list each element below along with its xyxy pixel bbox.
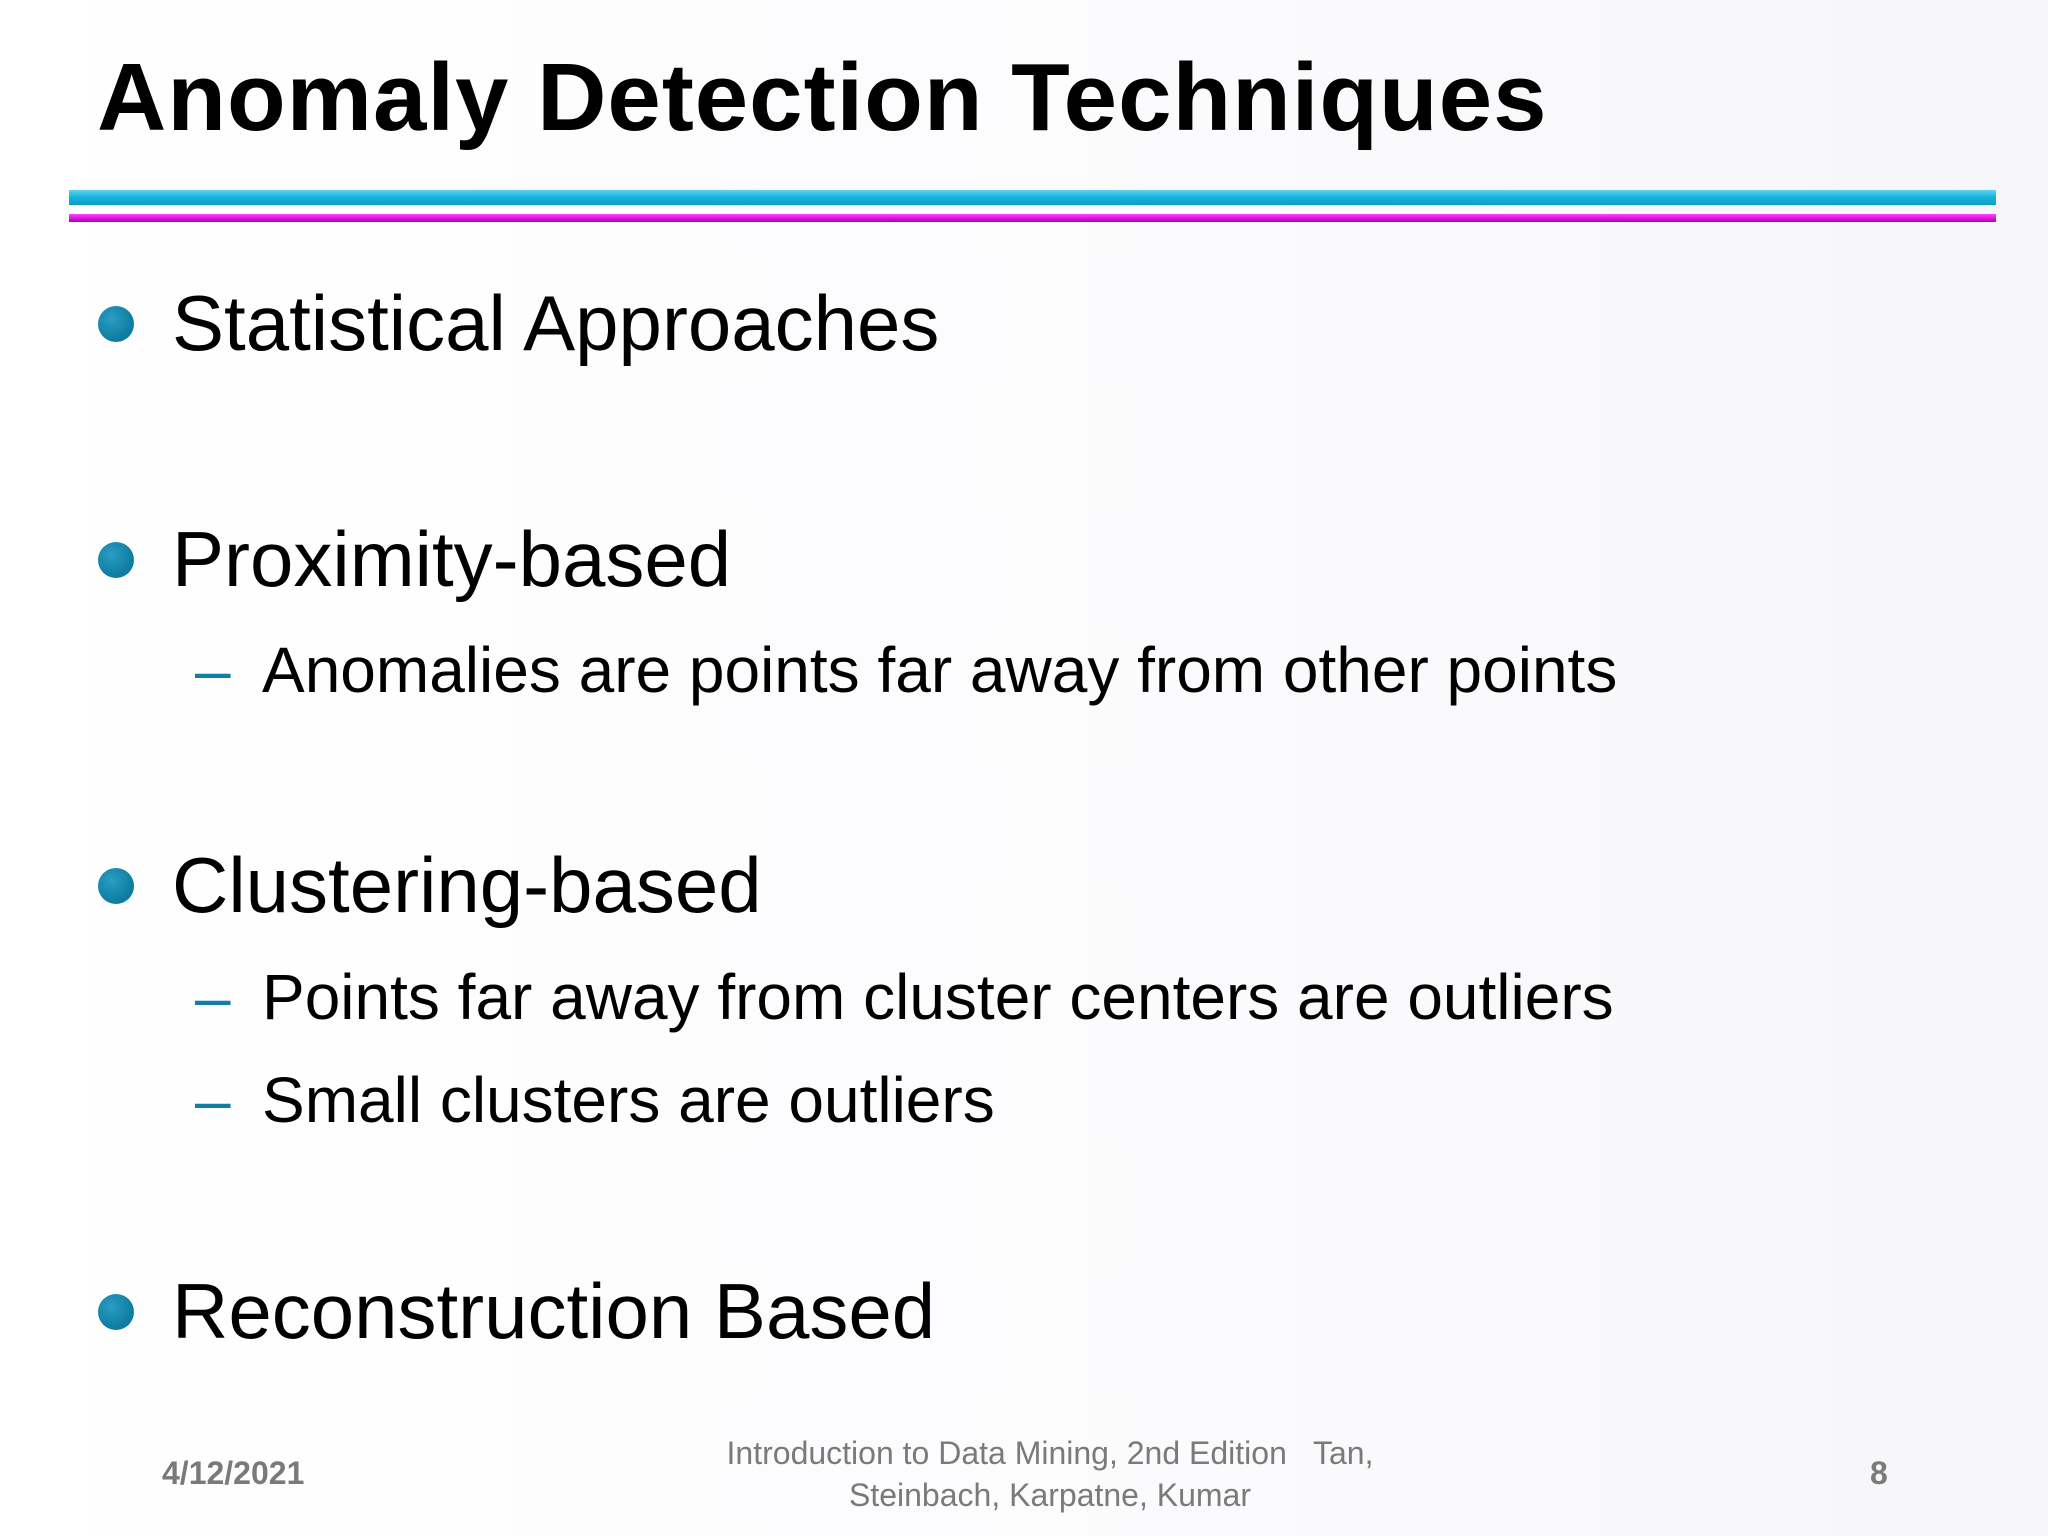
bullet-item-statistical: Statistical Approaches (172, 279, 940, 367)
bullet-icon (98, 1294, 134, 1330)
title-rule-magenta (69, 214, 1996, 222)
footer-source-line1: Introduction to Data Mining, 2nd Edition Tan, (726, 1435, 1374, 1471)
bullet-item-proximity: Proximity-based (172, 515, 732, 603)
bullet-icon (98, 868, 134, 904)
sub-item-clustering-1: Points far away from cluster centers are outliers (262, 961, 1614, 1033)
sub-item-proximity-1: Anomalies are points far away from other points (262, 634, 1618, 706)
slide-title: Anomaly Detection Techniques (97, 44, 1548, 151)
sub-bullet-dash: – (195, 1064, 231, 1136)
sub-item-clustering-2: Small clusters are outliers (262, 1064, 995, 1136)
footer-date: 4/12/2021 (162, 1455, 305, 1491)
footer-source (660, 1432, 1440, 1516)
sub-bullet-dash: – (195, 961, 231, 1033)
bullet-item-reconstruction: Reconstruction Based (172, 1267, 936, 1355)
footer-source-line2: Steinbach, Karpatne, Kumar (848, 1477, 1251, 1513)
page-number: 8 (1870, 1455, 1888, 1491)
title-rule-cyan (69, 190, 1996, 205)
bullet-icon (98, 306, 134, 342)
bullet-item-clustering: Clustering-based (172, 841, 762, 929)
sub-bullet-dash: – (195, 634, 231, 706)
bullet-icon (98, 542, 134, 578)
